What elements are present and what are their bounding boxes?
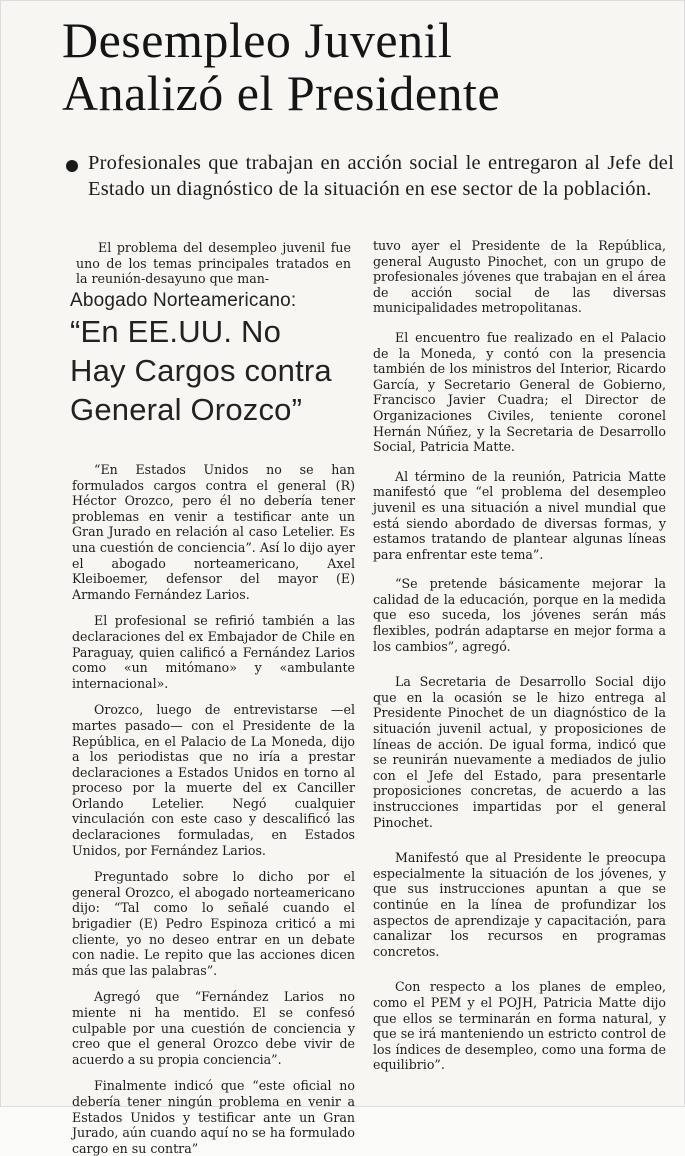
subheadline-line-3: Hay Cargos contra [70,353,332,388]
body-paragraph: Orozco, luego de entrevistarse —el martes pasado— con el Presidente de la República, en el Palacio de La Moneda, dijo a los periodistas que no iría a prestar declaraciones a Estados Unidos en torno al proceso por la muerte del ex Canciller Orlando Letelier. Negó cualquier vinculación con este caso y descalificó las declaraciones formuladas, en Estados Unidos, por Fernández Larios. [72,702,355,858]
subheadline-line-1: Abogado Norteamericano: [70,290,297,311]
left-column-intro [76,240,351,287]
left-column-body [72,462,355,1156]
body-paragraph: Preguntado sobre lo dicho por el general Orozco, el abogado norteamericano dijo: “Tal como lo señalé cuando el brigadier (E) Pedro Espinoza criticó a mi cliente, yo no deseo entrar en un debate con nadie. Le repito que las acciones dicen más que las palabras”. [72,869,355,978]
subheadline-line-4: General Orozco” [70,392,303,427]
body-paragraph: tuvo ayer el Presidente de la República, general Augusto Pinochet, con un grupo de profesionales jóvenes que trabajan en el área de acción social de las diversas municipalidades metropolitanas. [373,238,666,316]
intro-paragraph: El problema del desempleo juvenil fue uno de los temas principales tratados en la reunión-desayuno que man- [76,240,351,287]
body-paragraph: Al término de la reunión, Patricia Matte manifestó que “el problema del desempleo juvenil es una situación a nivel mundial que está siendo abordado de diversas formas, y estamos tratando de plantear algunas líneas para enfrentar este tema”. [373,468,666,562]
headline-line-1: Desempleo Juvenil [62,12,453,68]
lead-paragraph: Profesionales que trabajan en acción social le entregaron al Jefe del Estado un diagnóstico de la situación en ese sector de la población. [88,152,674,200]
right-column [373,238,666,1073]
body-paragraph: La Secretaria de Desarrollo Social dijo que en la ocasión se le hizo entrega al Presidente Pinochet de un diagnóstico de la situación juvenil actual, y proposiciones de líneas de acción. De igual forma, indicó que se reunirán nuevamente a mediados de julio con el Jefe del Estado, para presentarle proposiciones concretas, de acuerdo a las instrucciones impartidas por el general Pinochet. [373,674,666,830]
body-paragraph: “En Estados Unidos no se han formulados cargos contra el general (R) Héctor Orozco, pero él no debería tener problemas en venir a testificar ante un Gran Jurado en relación al caso Letelier. Es una cuestión de conciencia”. Así lo dijo ayer el abogado norteamericano, Axel Kleiboemer, defensor del mayor (E) Armando Fernández Larios. [72,462,355,602]
headline-line-2: Analizó el Presidente [62,65,501,121]
body-paragraph: El encuentro fue realizado en el Palacio de la Moneda, y contó con la presencia también de los ministros del Interior, Ricardo García, y Secretario General de Gobierno, Francisco Javier Cuadra; el Director de Organizaciones Civiles, teniente coronel Hernán Núñez, y la Secretaria de Desarrollo Social, Patricia Matte. [373,329,666,455]
body-paragraph: Manifestó que al Presidente le preocupa especialmente la situación de los jóvenes, y que sus instrucciones apuntan a que se continúe en la línea de profundizar los aspectos de aprendizaje y capacitación, para canalizar los recursos en programas concretos. [373,850,666,959]
body-paragraph: Agregó que “Fernández Larios no miente ni ha mentido. El se confesó culpable por una cuestión de conciencia y creo que el general Orozco debe vivir de acuerdo a su propia conciencia”. [72,989,355,1067]
body-paragraph: El profesional se refirió también a las declaraciones del ex Embajador de Chile en Paraguay, quien calificó a Fernández Larios como «un mitómano» y «ambulante internacional». [72,613,355,691]
body-paragraph: Con respecto a los planes de empleo, como el PEM y el POJH, Patricia Matte dijo que ellos se terminarán en forma natural, y que se irá manteniendo un estricto control de los índices de desempleo, como una forma de equilibrio”. [373,979,666,1073]
headline [62,14,677,120]
subheadline-line-2: “En EE.UU. No [70,314,282,349]
subheadline [70,290,370,429]
body-paragraph: “Se pretende básicamente mejorar la calidad de la educación, porque en la medida que eso suceda, los jóvenes serán más flexibles, podrán adaptarse en mejor forma a los cambios”, agregó. [373,576,666,654]
body-paragraph: Finalmente indicó que “este oficial no debería tener ningún problema en venir a Estados Unidos y testificar ante un Gran Jurado, aún cuando aquí no se ha formulado cargo en su contra” [72,1078,355,1156]
bullet-dot-icon [66,160,78,172]
lead-block [66,150,674,202]
